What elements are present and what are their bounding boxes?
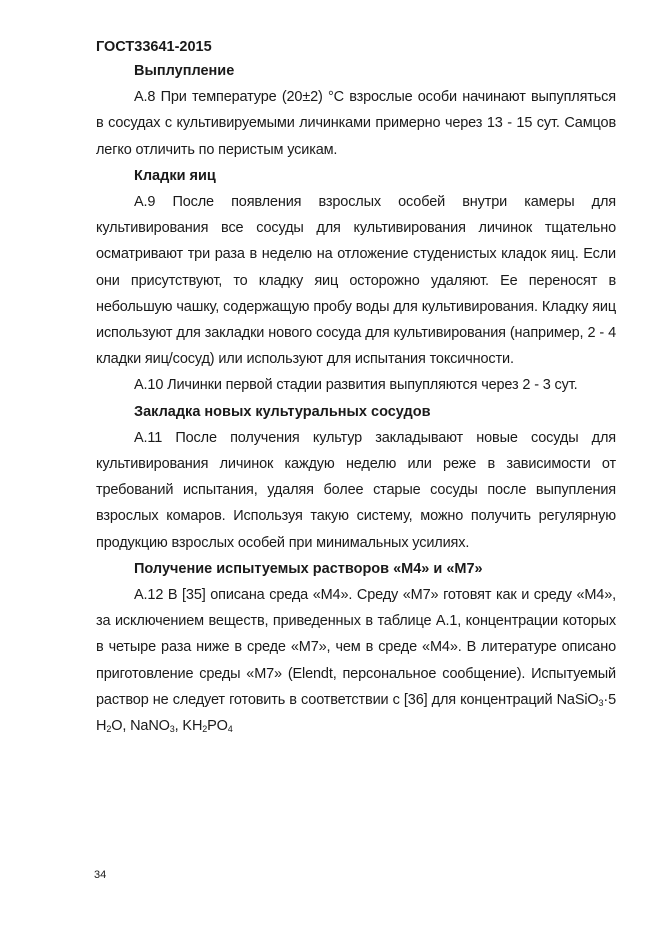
formula-kh2po4: $KH_2PO_4$	[182, 718, 233, 735]
paragraph-a8: А.8 При температуре (20±2) °С взрослые особи начинают выпупляться в сосудах с культивируемыми личинками примерно через 13 - 15 сут. Самцов легко отличить по перистым усикам.	[96, 89, 616, 158]
document-id: ГОСТ33641-2015	[96, 39, 212, 55]
formula-nasio3: NaSiO$_3$·5 $H_2O$,	[96, 691, 616, 735]
paragraph-a9: А.9 После появления взрослых особей внутри камеры для культивирования все сосуды для культивирования личинок тщательно осматривают три раза в неделю на отложение студенистых кладок яиц. Если они присутствуют, то кладку яиц осторожно удаляют. Ее переносят в небольшую чашку, содержащую пробу воды для культивирования. Кладку яиц используют для закладки нового сосуда для культивирования (например, 2 - 4 кладки яиц/сосуд) или используют для испытания токсичности.	[96, 194, 616, 368]
section-heading-test-solutions: Получение испытуемых растворов «М4» и «М7»	[134, 560, 483, 577]
document-page	[96, 36, 616, 739]
section-heading-hatching: Выплупление	[134, 63, 235, 79]
page-number: 34	[94, 869, 107, 881]
formula-nano3: NaNO$_3$,	[130, 718, 179, 735]
section-heading-new-vessels: Закладка новых культуральных сосудов	[134, 403, 431, 420]
paragraph-a12-text: А.12 В [35] описана среда «М4». Среду «М7» готовят как и среду «М4», за исключением веществ, приведенных в таблице А.1, концентрации которых в четыре раза ниже в среде «М7», чем в среде «М4». В литературе описано приготовление среды «М7» (Elendt, персональное сообщение). Испытуемый раствор не следует готовить в соответствии с [36] для концентраций	[96, 587, 616, 708]
paragraph-a11: А.11 После получения культур закладывают новые сосуды для культивирования личинок каждую неделю или реже в зависимости от требований испытания, удаляя более старые сосуды после выпупления взрослых комаров. Используя такую систему, можно получить регулярную продукцию взрослых особей при минимальных усилиях.	[96, 429, 616, 551]
paragraph-a10: А.10 Личинки первой стадии развития выпупляются через 2 - 3 сут.	[134, 377, 578, 394]
paragraph-a12	[96, 582, 616, 739]
section-heading-egg-clutches: Кладки яиц	[134, 167, 216, 184]
